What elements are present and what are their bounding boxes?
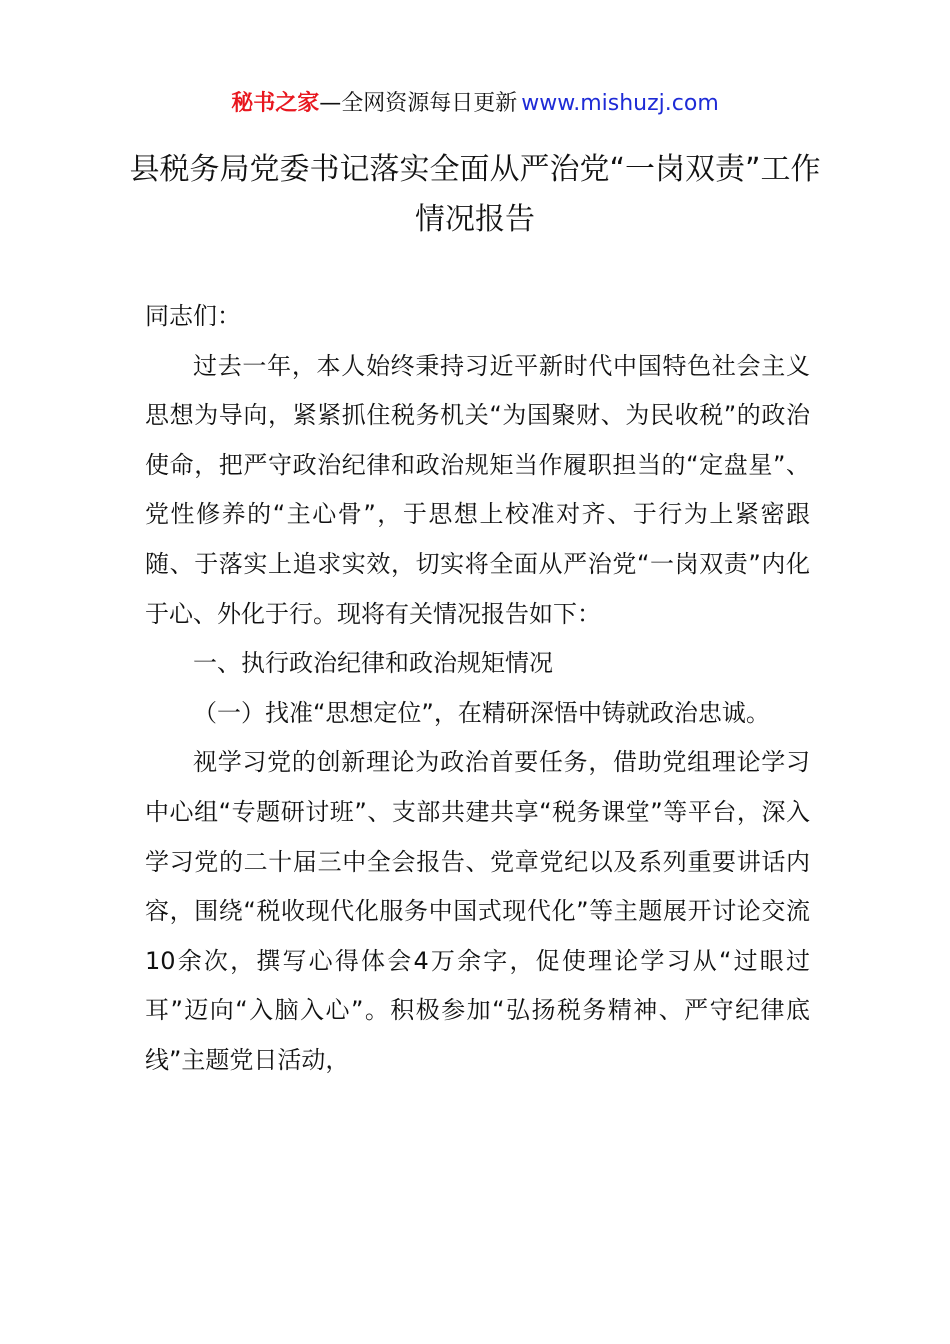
site-url-link[interactable]: www.mishuzj.com — [521, 91, 719, 116]
document-title: 县税务局党委书记落实全面从严治党“一岗双责”工作情况报告 — [129, 152, 821, 237]
header-tagline: —全网资源每日更新 — [319, 91, 518, 116]
salutation: 同志们： — [145, 302, 241, 330]
site-header — [0, 88, 950, 120]
document-body — [145, 292, 810, 1086]
section-heading: 一、执行政治纪律和政治规矩情况 — [193, 649, 553, 678]
brand-name: 秘书之家 — [231, 91, 320, 116]
subsection-heading: （一）找准“思想定位”，在精研深悟中铸就政治忠诚。 — [193, 698, 770, 727]
body-paragraph: 视学习党的创新理论为政治首要任务，借助党组理论学习中心组“专题研讨班”、支部共建共享“税务课堂”等平台，深入学习党的二十届三中全会报告、党章党纪以及系列重要讲话内容，围绕“税收现代化服务中国式现代化”等主题展开讨论交流10余次，撰写心得体会4万余字，促使理论学习从“过眼过耳”迈向“入脑入心”。积极参加“弘扬税务精神、严守纪律底线”主题党日活动， — [145, 748, 810, 1074]
intro-paragraph: 过去一年，本人始终秉持习近平新时代中国特色社会主义思想为导向，紧紧抓住税务机关“为国聚财、为民收税”的政治使命，把严守政治纪律和政治规矩当作履职担当的“定盘星”、党性修养的“主心骨”，于思想上校准对齐、于行为上紧密跟随、于落实上追求实效，切实将全面从严治党“一岗双责”内化于心、外化于行。现将有关情况报告如下： — [145, 351, 810, 628]
